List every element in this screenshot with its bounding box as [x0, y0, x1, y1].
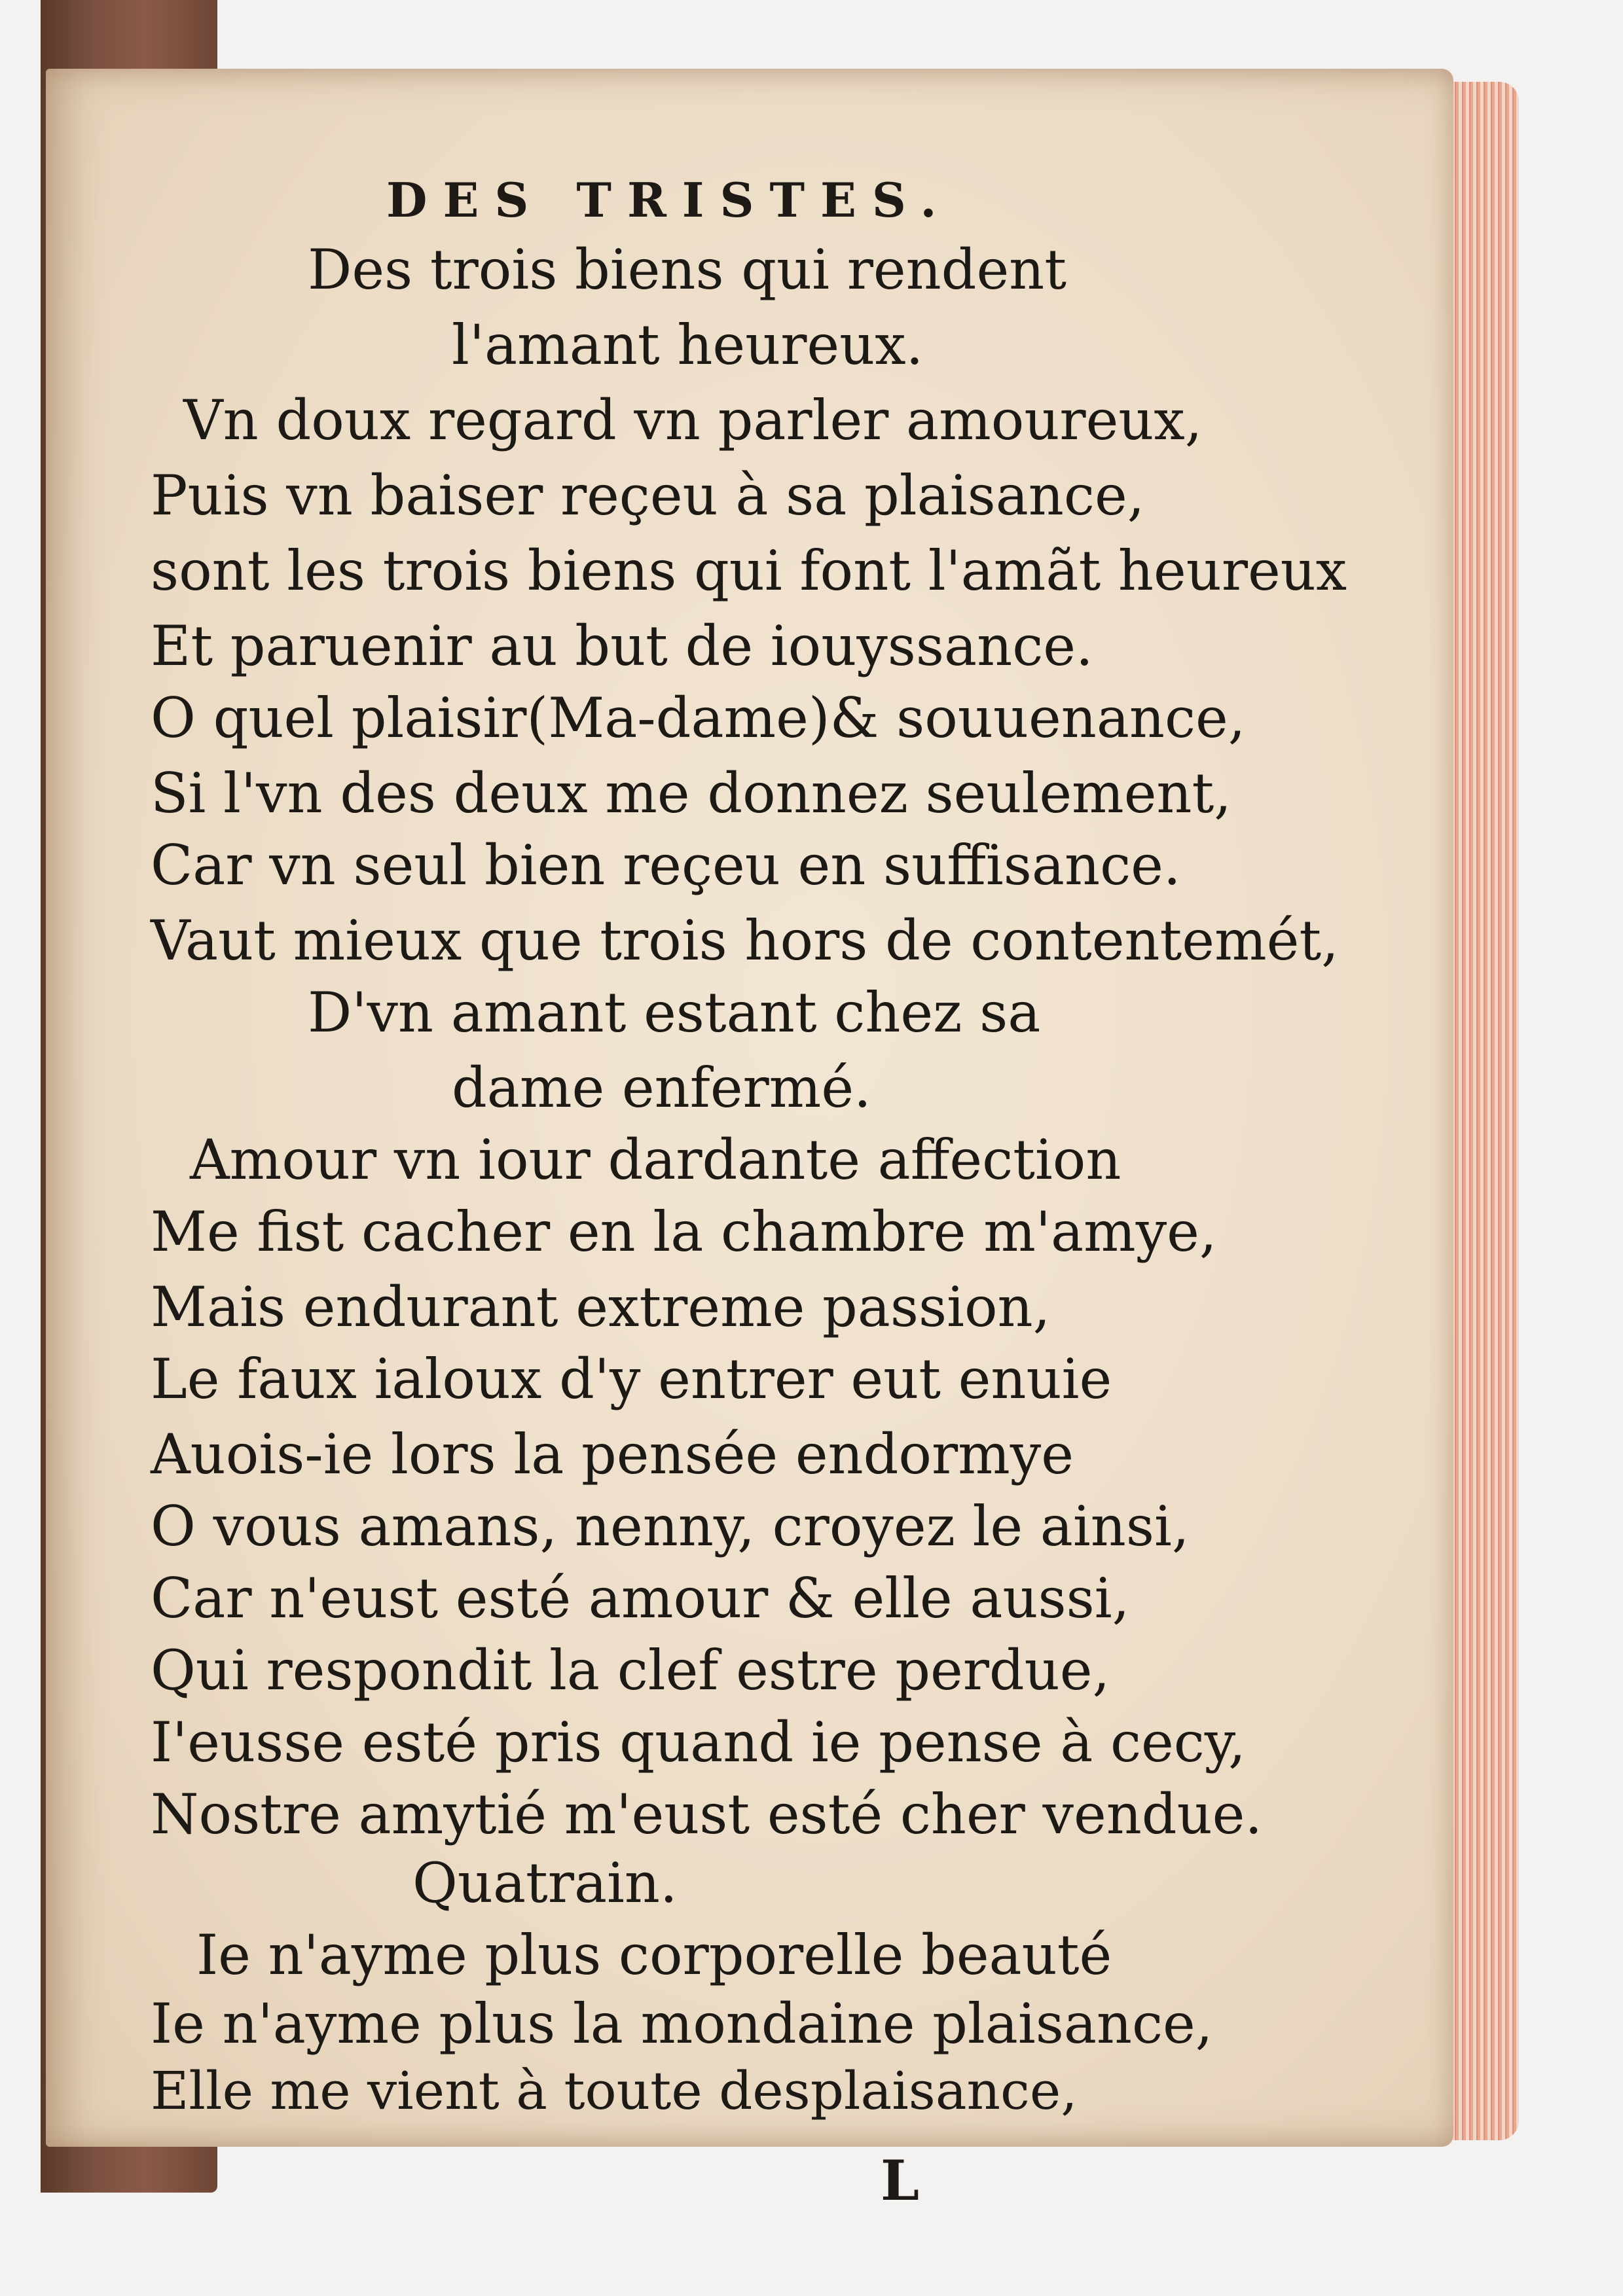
running-head: DES TRISTES. — [386, 172, 953, 228]
section1-title-line1: Des trois biens qui rendent — [308, 238, 1067, 302]
verse-line: Vn doux regard vn parler amoureux, — [183, 388, 1203, 452]
verse-line: Elle me vient à toute desplaisance, — [151, 2060, 1078, 2121]
verse-line: O quel plaisir(Ma-dame)& souuenance, — [151, 686, 1246, 750]
verse-line: I'eusse esté pris quand ie pense à cecy, — [151, 1710, 1246, 1774]
verse-line: Et paruenir au but de iouyssance. — [151, 614, 1093, 678]
verse-line: Mais endurant extreme passion, — [151, 1275, 1051, 1339]
verse-line: Ie n'ayme plus la mondaine plaisance, — [151, 1992, 1213, 2056]
verse-line: Puis vn baiser reçeu à sa plaisance, — [151, 463, 1145, 528]
section3-title: Quatrain. — [412, 1851, 678, 1915]
section1-title-line2: l'amant heureux. — [452, 313, 924, 377]
verse-line: Amour vn iour dardante affection — [190, 1128, 1122, 1192]
verse-line: Car vn seul bien reçeu en suffisance. — [151, 833, 1181, 897]
verse-line: Si l'vn des deux me donnez seulement, — [151, 761, 1231, 825]
verse-line: Car n'eust esté amour & elle aussi, — [151, 1566, 1130, 1630]
verse-line: Qui respondit la clef estre perdue, — [151, 1638, 1110, 1702]
verse-line: Me fist cacher en la chambre m'amye, — [151, 1200, 1217, 1264]
verse-line: sont les trois biens qui font l'amãt heureux — [151, 539, 1347, 603]
signature-mark: L — [881, 2148, 920, 2213]
section2-title-line1: D'vn amant estant chez sa — [308, 980, 1041, 1045]
verse-line: Auois-ie lors la pensée endormye — [151, 1422, 1074, 1486]
verse-line: Le faux ialoux d'y entrer eut enuie — [151, 1347, 1112, 1411]
section2-title-line2: dame enfermé. — [452, 1056, 871, 1120]
verse-line: Nostre amytié m'eust esté cher vendue. — [151, 1782, 1263, 1846]
verse-line: Ie n'ayme plus corporelle beauté — [196, 1923, 1112, 1987]
verse-line: Vaut mieux que trois hors de contentemét, — [151, 908, 1339, 973]
verse-line: O vous amans, nenny, croyez le ainsi, — [151, 1494, 1190, 1558]
